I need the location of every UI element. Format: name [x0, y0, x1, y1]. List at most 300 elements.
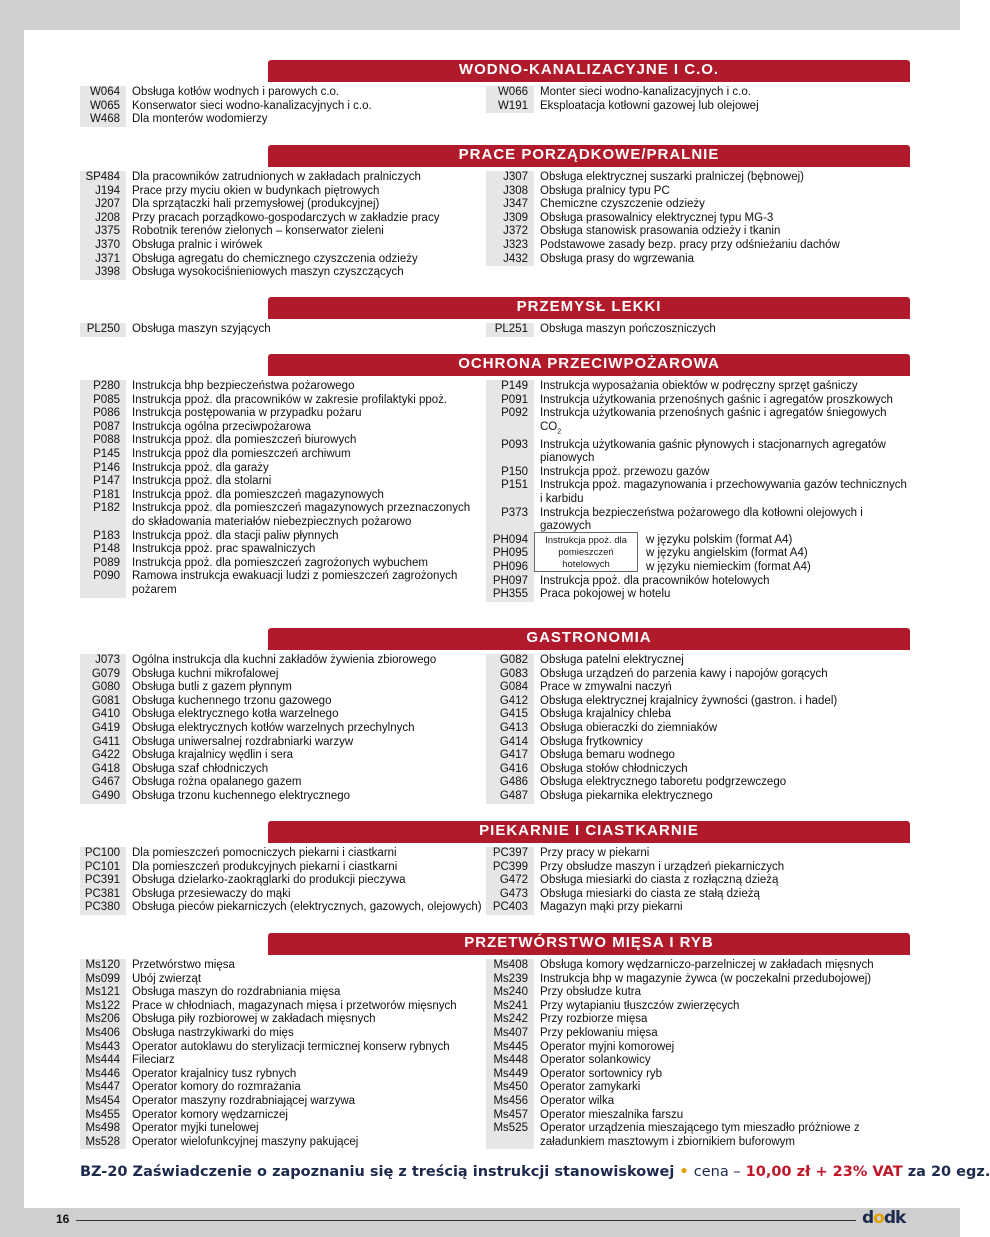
- list-item: [486, 668, 910, 682]
- item-code: P280: [80, 380, 126, 394]
- list-item: [486, 763, 910, 777]
- item-code: P183: [80, 530, 126, 544]
- item-code: J398: [80, 266, 126, 280]
- item-code: PC380: [80, 901, 126, 915]
- item-code: Ms239: [486, 973, 534, 987]
- section-title: PRACE PORZĄDKOWE/PRALNIE: [268, 145, 910, 165]
- list-item: [486, 225, 910, 239]
- item-description: Obsługa kuchni mikrofalowej: [132, 667, 279, 680]
- item-description: Obsługa urządzeń do parzenia kawy i napojów gorących: [540, 667, 828, 680]
- item-description: Obsługa dzielarko-zaokrąglarki do produkcji pieczywa: [132, 874, 406, 887]
- list-item: [486, 439, 910, 466]
- item-description: Obsługa kuchennego trzonu gazowego: [132, 694, 332, 707]
- section-title: PRZEMYSŁ LEKKI: [268, 297, 910, 317]
- list-item: [486, 1081, 910, 1095]
- item-description: Przy obsłudze maszyn i urządzeń piekarniczych: [540, 860, 785, 873]
- item-code: Ms450: [486, 1081, 534, 1095]
- item-code: P181: [80, 489, 126, 503]
- item-description: Przy peklowaniu mięsa: [540, 1026, 658, 1039]
- footer-offer: [80, 1158, 990, 1186]
- list-item: [80, 888, 486, 902]
- item-code: G487: [486, 790, 534, 804]
- item-code: G416: [486, 763, 534, 777]
- section-title: PRZETWÓRSTWO MIĘSA I RYB: [268, 933, 910, 953]
- item-description: Obsługa bemaru wodnego: [540, 749, 675, 762]
- item-code: P088: [80, 434, 126, 448]
- item-code: P148: [80, 543, 126, 557]
- list-item: [80, 763, 486, 777]
- item-description: Obsługa obieraczki do ziemniaków: [540, 721, 718, 734]
- item-description: Operator myjki tunelowej: [132, 1122, 259, 1135]
- list-item: [80, 239, 486, 253]
- item-description: Instrukcja ppoż. dla pomieszczeń magazynowych przeznaczonych do składowania materiałów niebezpiecznych pożarowo: [132, 502, 471, 528]
- section-pralnie: [80, 145, 910, 280]
- item-code: G472: [486, 874, 534, 888]
- list-item: [80, 100, 486, 114]
- item-description: Operator komory wędzarniczej: [132, 1108, 288, 1121]
- item-code: Ms498: [80, 1122, 126, 1136]
- item-description: Obsługa stanowisk prasowania odzieży i tkanin: [540, 225, 781, 238]
- list-item: [486, 901, 910, 915]
- list-item: [80, 1095, 486, 1109]
- list-item: [80, 736, 486, 750]
- item-code: PL251: [486, 323, 534, 337]
- item-description: Obsługa kotłów wodnych i parowych c.o.: [132, 86, 340, 98]
- list-item: [486, 588, 910, 602]
- item-code: Ms525: [486, 1122, 534, 1149]
- item-description: Ubój zwierząt: [132, 972, 202, 985]
- item-description: Operator mieszalnika farszu: [540, 1108, 684, 1121]
- section-gastro: [80, 628, 910, 804]
- item-code: P150: [486, 466, 534, 480]
- item-code: Ms448: [486, 1054, 534, 1068]
- item-code: Ms242: [486, 1013, 534, 1027]
- section-piekarnie: [80, 821, 910, 915]
- item-description: Instrukcja ppoż. magazynowania i przechowywania gazów technicznych i karbidu: [540, 479, 907, 506]
- item-code: G084: [486, 681, 534, 695]
- item-description: Podstawowe zasady bezp. pracy przy odśnieżaniu dachów: [540, 238, 840, 251]
- list-item: [486, 239, 910, 253]
- list-item: [80, 847, 486, 861]
- list-item: [486, 253, 910, 267]
- section-title: OCHRONA PRZECIWPOŻAROWA: [268, 354, 910, 374]
- list-item: [80, 212, 486, 226]
- footer-lead: BZ-20 Zaświadczenie o zapoznaniu się z treścią instrukcji stanowiskowej: [80, 1164, 675, 1180]
- list-item: [80, 1068, 486, 1082]
- item-code: J372: [486, 225, 534, 239]
- list-item: [80, 959, 486, 973]
- item-code: G417: [486, 749, 534, 763]
- item-description: Instrukcja ppoż. dla pomieszczeń zagrożonych wybuchem: [132, 556, 428, 569]
- item-code: G082: [486, 654, 534, 668]
- item-description: Monter sieci wodno-kanalizacyjnych i c.o.: [540, 86, 751, 98]
- section-ppoz: [80, 354, 910, 602]
- section-rule: [268, 80, 910, 82]
- item-code: PH355: [486, 588, 534, 602]
- item-code: Ms454: [80, 1095, 126, 1109]
- list-item: [80, 1027, 486, 1041]
- item-description: Obsługa patelni elektrycznej: [540, 654, 684, 666]
- list-item: [80, 462, 486, 476]
- list-item: [486, 1109, 910, 1123]
- item-description: Obsługa maszyn do rozdrabniania mięsa: [132, 986, 341, 999]
- footer-tail: za 20 egz.: [907, 1164, 990, 1180]
- list-item: [80, 1000, 486, 1014]
- item-code: G418: [80, 763, 126, 777]
- list-item: [80, 790, 486, 804]
- item-code: Ms099: [80, 973, 126, 987]
- item-code: Ms408: [486, 959, 534, 973]
- item-code: PC101: [80, 861, 126, 875]
- item-code: W468: [80, 113, 126, 127]
- item-code: Ms446: [80, 1068, 126, 1082]
- list-item: [486, 479, 910, 506]
- item-code: P091: [486, 394, 534, 408]
- list-item: [486, 407, 910, 438]
- list-item: [80, 722, 486, 736]
- item-code: Ms456: [486, 1095, 534, 1109]
- item-description: Operator zamykarki: [540, 1081, 641, 1094]
- item-code: W066: [486, 86, 534, 100]
- item-description: Obsługa elektrycznej suszarki pralniczej (bębnowej): [540, 171, 804, 183]
- list-item: [80, 668, 486, 682]
- item-description: Obsługa krajalnicy wędlin i sera: [132, 749, 294, 762]
- item-code: J308: [486, 185, 534, 199]
- item-description: Przy rozbiorze mięsa: [540, 1013, 648, 1026]
- item-code: Ms406: [80, 1027, 126, 1041]
- section-rule: [268, 953, 910, 955]
- list-item: [486, 888, 910, 902]
- item-code: G413: [486, 722, 534, 736]
- item-description: Prace przy myciu okien w budynkach piętrowych: [132, 184, 380, 197]
- footer-price: 10,00 zł + 23% VAT: [745, 1164, 903, 1180]
- item-description: Instrukcja bhp bezpieczeństwa pożarowego: [132, 380, 355, 392]
- list-item: [80, 1041, 486, 1055]
- page-number: 16: [56, 1212, 70, 1226]
- hotel-group: [486, 534, 910, 575]
- section-rule: [268, 648, 910, 650]
- section-wodno: [80, 60, 910, 127]
- item-code: Ms445: [486, 1041, 534, 1055]
- item-code: Ms447: [80, 1081, 126, 1095]
- item-code: J371: [80, 253, 126, 267]
- item-description: Obsługa komory wędzarniczo-parzelniczej w zakładach mięsnych: [540, 959, 874, 971]
- list-item: [486, 86, 910, 100]
- list-item: [486, 1041, 910, 1055]
- list-item: [486, 466, 910, 480]
- item-description: Obsługa maszyn szyjących: [132, 323, 271, 335]
- section-title: GASTRONOMIA: [268, 628, 910, 648]
- item-description: Ramowa instrukcja ewakuacji ludzi z pomieszczeń zagrożonych pożarem: [132, 570, 458, 596]
- item-description: Obsługa wysokociśnieniowych maszyn czyszczących: [132, 266, 404, 279]
- item-description: w języku polskim (format A4): [646, 533, 793, 546]
- item-code: PL250: [80, 323, 126, 337]
- list-item: [486, 681, 910, 695]
- list-item: [486, 722, 910, 736]
- item-code: PH094: [486, 534, 534, 548]
- section-rule: [268, 841, 910, 843]
- list-item: [80, 708, 486, 722]
- item-code: G412: [486, 695, 534, 709]
- item-code: PC391: [80, 874, 126, 888]
- list-item: [486, 394, 910, 408]
- item-code: J375: [80, 225, 126, 239]
- item-description: Dla pomieszczeń produkcyjnych piekarni i ciastkarni: [132, 860, 398, 873]
- item-description: Obsługa maszyn pończoszniczych: [540, 323, 716, 335]
- list-item: [80, 421, 486, 435]
- list-item: [80, 557, 486, 571]
- list-item: [80, 225, 486, 239]
- section-title: WODNO-KANALIZACYJNE I C.O.: [268, 60, 910, 80]
- item-code: G080: [80, 681, 126, 695]
- item-description: Dla pomieszczeń pomocniczych piekarni i ciastkarni: [132, 847, 397, 859]
- item-code: G419: [80, 722, 126, 736]
- list-item: [80, 266, 486, 280]
- item-description: Obsługa agregatu do chemicznego czyszczenia odzieży: [132, 252, 418, 265]
- item-description: Obsługa prasy do wgrzewania: [540, 252, 695, 265]
- item-description: Obsługa pralnic i wirówek: [132, 238, 263, 251]
- list-item: [486, 861, 910, 875]
- item-description: Operator krajalnicy tusz rybnych: [132, 1067, 297, 1080]
- list-item: [80, 475, 486, 489]
- list-item: [486, 1054, 910, 1068]
- list-item: [80, 530, 486, 544]
- list-item: [80, 323, 486, 337]
- list-item: [80, 113, 486, 127]
- item-description: Praca pokojowej w hotelu: [540, 588, 671, 601]
- list-item: [80, 380, 486, 394]
- list-item: [486, 380, 910, 394]
- item-description: Obsługa rożna opalanego gazem: [132, 776, 302, 789]
- list-item: [486, 1068, 910, 1082]
- item-description: Obsługa miesiarki do ciasta z rozłączną dzieżą: [540, 874, 779, 887]
- list-item: [486, 847, 910, 861]
- item-code: Ms449: [486, 1068, 534, 1082]
- item-code: W065: [80, 100, 126, 114]
- item-description: Obsługa szaf chłodniczych: [132, 762, 269, 775]
- list-item: [486, 212, 910, 226]
- item-code: J370: [80, 239, 126, 253]
- item-code: PH097: [486, 575, 534, 589]
- list-item: [80, 448, 486, 462]
- item-code: PC381: [80, 888, 126, 902]
- list-item: [80, 1081, 486, 1095]
- item-code: Ms206: [80, 1013, 126, 1027]
- list-item: [80, 1122, 486, 1136]
- item-description: Przy wytapianiu tłuszczów zwierzęcych: [540, 999, 740, 1012]
- item-description: Dla pracowników zatrudnionych w zakładach pralniczych: [132, 171, 421, 183]
- item-description: Obsługa miesiarki do ciasta ze stałą dzieżą: [540, 887, 760, 900]
- item-description: Operator urządzenia mieszającego tym mieszadło próżniowe z załadunkiem masztowym i zbiornikiem buforowym: [540, 1122, 860, 1148]
- section-rule: [268, 374, 910, 376]
- item-code: P093: [486, 439, 534, 466]
- list-item: [80, 185, 486, 199]
- item-code: G083: [486, 668, 534, 682]
- item-code: Ms443: [80, 1041, 126, 1055]
- page-footer-rule: [76, 1220, 856, 1221]
- item-description: Instrukcja ogólna przeciwpożarowa: [132, 420, 311, 433]
- item-code: W191: [486, 100, 534, 114]
- item-code: G490: [80, 790, 126, 804]
- item-description: Obsługa elektrycznej krajalnicy żywności (gastron. i hadel): [540, 694, 838, 707]
- item-description: Obsługa trzonu kuchennego elektrycznego: [132, 789, 351, 802]
- list-item: [486, 1000, 910, 1014]
- item-code: PC100: [80, 847, 126, 861]
- item-code: P147: [80, 475, 126, 489]
- item-code: PH096: [486, 561, 534, 575]
- item-description: Obsługa pieców piekarniczych (elektrycznych, gazowych, olejowych): [132, 901, 482, 914]
- item-code: P145: [80, 448, 126, 462]
- item-code: Ms455: [80, 1109, 126, 1123]
- item-description: Instrukcja ppoż. dla stacji paliw płynnych: [132, 529, 339, 542]
- list-item: [80, 1013, 486, 1027]
- list-item: [80, 198, 486, 212]
- item-description: Przetwórstwo mięsa: [132, 959, 235, 971]
- list-item: [80, 986, 486, 1000]
- list-item: [80, 973, 486, 987]
- item-description: Eksploatacja kotłowni gazowej lub olejowej: [540, 99, 759, 112]
- item-code: Ms240: [486, 986, 534, 1000]
- item-description: Obsługa stołów chłodniczych: [540, 762, 688, 775]
- list-item: [80, 407, 486, 421]
- item-code: P089: [80, 557, 126, 571]
- list-item: [80, 861, 486, 875]
- item-description: Ogólna instrukcja dla kuchni zakładów żywienia zbiorowego: [132, 654, 437, 666]
- item-code: J207: [80, 198, 126, 212]
- list-item: [80, 1136, 486, 1150]
- item-description: Prace w chłodniach, magazynach mięsa i przetworów mięsnych: [132, 999, 457, 1012]
- item-code: J347: [486, 198, 534, 212]
- list-item: [486, 749, 910, 763]
- item-description: Instrukcja ppoż. dla garaży: [132, 461, 269, 474]
- item-code: PH095: [486, 547, 534, 561]
- list-item: [486, 790, 910, 804]
- list-item: [486, 874, 910, 888]
- list-item: [486, 1013, 910, 1027]
- list-item: [80, 1109, 486, 1123]
- item-description: Operator maszyny rozdrabniającej warzywa: [132, 1094, 356, 1107]
- list-item: [486, 654, 910, 668]
- item-code: P182: [80, 502, 126, 529]
- item-code: G473: [486, 888, 534, 902]
- list-item: [80, 695, 486, 709]
- item-description: Instrukcja ppoż. prac spawalniczych: [132, 543, 316, 556]
- item-description: Operator autoklawu do sterylizacji termicznej konserw rybnych: [132, 1040, 450, 1053]
- item-description: Instrukcja ppoż. dla pomieszczeń magazynowych: [132, 488, 384, 501]
- item-description: Obsługa nastrzykiwarki do mięs: [132, 1026, 294, 1039]
- item-description: Obsługa piły rozbiorowej w zakładach mięsnych: [132, 1013, 376, 1026]
- item-description: Instrukcja ppoż. dla pomieszczeń biurowych: [132, 434, 357, 447]
- item-code: G081: [80, 695, 126, 709]
- item-code: J194: [80, 185, 126, 199]
- item-description: Operator myjni komorowej: [540, 1040, 675, 1053]
- item-description: Instrukcja ppoż. dla stolarni: [132, 475, 272, 488]
- section-rule: [268, 165, 910, 167]
- list-item: [80, 570, 486, 597]
- item-description: Instrukcja ppoż. dla pracowników hotelowych: [540, 574, 770, 587]
- item-description: Przy pracy w piekarni: [540, 847, 650, 859]
- item-description: Instrukcja bezpieczeństwa pożarowego dla kotłowni olejowych i gazowych: [540, 506, 863, 533]
- item-code: J323: [486, 239, 534, 253]
- item-description: w języku angielskim (format A4): [646, 547, 808, 560]
- list-item: [80, 394, 486, 408]
- list-item: [486, 575, 910, 589]
- item-description: Prace w zmywalni naczyń: [540, 681, 672, 694]
- item-code: PC397: [486, 847, 534, 861]
- item-code: Ms241: [486, 1000, 534, 1014]
- item-description: Instrukcja bhp w magazynie żywca (w poczekalni przedubojowej): [540, 972, 872, 985]
- item-description: Chemiczne czyszczenie odzieży: [540, 198, 705, 211]
- item-code: P373: [486, 507, 534, 534]
- item-description: Magazyn mąki przy piekarni: [540, 901, 683, 914]
- item-code: J432: [486, 253, 534, 267]
- item-code: G411: [80, 736, 126, 750]
- hotel-box: Instrukcja ppoż. dla pomieszczeń hotelowych: [534, 532, 638, 572]
- list-item: [80, 681, 486, 695]
- item-description: Operator solankowicy: [540, 1054, 651, 1067]
- item-code: G467: [80, 776, 126, 790]
- item-description: Instrukcja użytkowania przenośnych gaśnic i agregatów proszkowych: [540, 393, 893, 406]
- item-description: Instrukcja ppoż dla pomieszczeń archiwum: [132, 447, 351, 460]
- section-mieso: [80, 933, 910, 1149]
- item-code: G414: [486, 736, 534, 750]
- list-item: [80, 543, 486, 557]
- item-description: Instrukcja ppoż. przewozu gazów: [540, 465, 710, 478]
- item-description: Przy pracach porządkowo-gospodarczych w zakładzie pracy: [132, 211, 440, 224]
- item-code: Ms120: [80, 959, 126, 973]
- item-description: Operator sortownicy ryb: [540, 1067, 663, 1080]
- item-code: P149: [486, 380, 534, 394]
- item-code: Ms444: [80, 1054, 126, 1068]
- item-description: Obsługa elektrycznego kotła warzelnego: [132, 708, 339, 721]
- item-description: Obsługa piekarnika elektrycznego: [540, 789, 713, 802]
- item-description: Instrukcja postępowania w przypadku pożaru: [132, 407, 362, 420]
- item-description: Konserwator sieci wodno-kanalizacyjnych i c.o.: [132, 99, 372, 112]
- list-item: [486, 708, 910, 722]
- item-code: G486: [486, 776, 534, 790]
- item-code: Ms407: [486, 1027, 534, 1041]
- list-item: [80, 901, 486, 915]
- item-description: Instrukcja użytkowania gaśnic płynowych i stacjonarnych agregatów pianowych: [540, 438, 886, 465]
- item-description: Obsługa krajalnicy chleba: [540, 708, 672, 721]
- item-code: PC403: [486, 901, 534, 915]
- item-description: Instrukcja ppoż. dla pracowników w zakresie profilaktyki ppoż.: [132, 393, 448, 406]
- item-code: P085: [80, 394, 126, 408]
- item-description: Obsługa uniwersalnej rozdrabniarki warzyw: [132, 735, 354, 748]
- item-code: J073: [80, 654, 126, 668]
- item-code: W064: [80, 86, 126, 100]
- item-description: Dla monterów wodomierzy: [132, 113, 268, 126]
- item-description: Dla sprzątaczki hali przemysłowej (produkcyjnej): [132, 198, 380, 211]
- item-description: Przy obsłudze kutra: [540, 986, 641, 999]
- list-item: [486, 100, 910, 114]
- item-code: PC399: [486, 861, 534, 875]
- item-description: Obsługa przesiewaczy do mąki: [132, 887, 291, 900]
- list-item: [486, 323, 910, 337]
- item-code: Ms122: [80, 1000, 126, 1014]
- item-code: J309: [486, 212, 534, 226]
- list-item: [486, 507, 910, 534]
- list-item: [80, 171, 486, 185]
- list-item: [80, 749, 486, 763]
- item-code: G415: [486, 708, 534, 722]
- list-item: [486, 1027, 910, 1041]
- item-description: Obsługa frytkownicy: [540, 735, 643, 748]
- item-code: P090: [80, 570, 126, 597]
- item-description: Operator wilka: [540, 1094, 615, 1107]
- list-item: [486, 695, 910, 709]
- item-code: G422: [80, 749, 126, 763]
